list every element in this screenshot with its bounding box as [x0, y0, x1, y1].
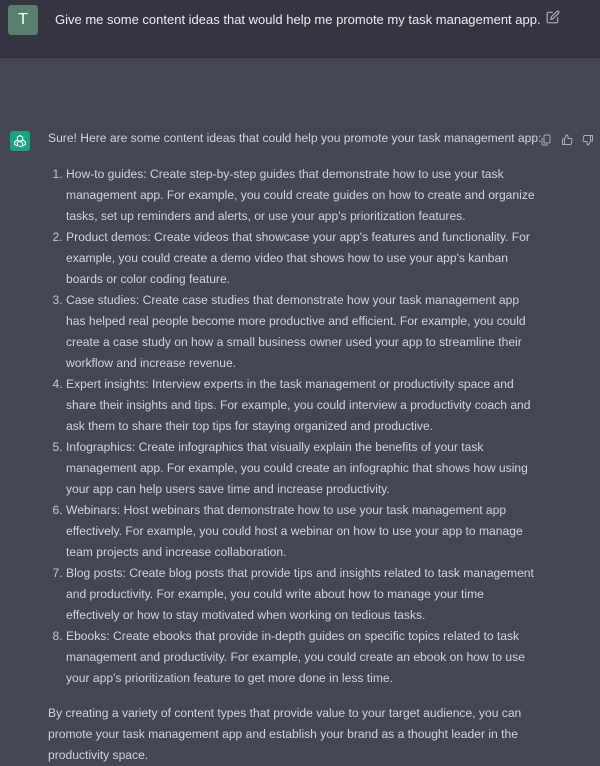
list-item: 3. Case studies: Create case studies that demonstrate how your task management app has helped real people become more productive and efficient. For example, you could create a case study on how a small business owner used your app to streamline their workflow and increase revenue. [66, 290, 538, 374]
user-avatar: T [8, 5, 38, 35]
content-ideas-list [48, 164, 538, 689]
edit-icon[interactable] [546, 10, 560, 24]
copy-icon[interactable] [540, 133, 552, 145]
list-item: 8. Ebooks: Create ebooks that provide in-depth guides on specific topics related to task management and productivity. For example, you could create an ebook on how to use your app's prioritization feature to get more done in less time. [66, 626, 538, 689]
thumbs-down-icon[interactable] [582, 133, 594, 145]
assistant-message-content [48, 128, 542, 766]
openai-logo-icon [10, 131, 30, 151]
list-item: 4. Expert insights: Interview experts in the task management or productivity space and share their insights and tips. For example, you could interview a productivity coach and ask them to share their top tips for staying organized and productive. [66, 374, 538, 437]
list-item: 7. Blog posts: Create blog posts that provide tips and insights related to task management and productivity. For example, you could write about how to manage your time effectively or how to stay motivated when working on tedious tasks. [66, 563, 538, 626]
message-actions [540, 133, 594, 145]
assistant-intro: Sure! Here are some content ideas that could help you promote your task management app: [48, 131, 542, 145]
user-message-text: Give me some content ideas that would help me promote my task management app. [55, 12, 541, 27]
list-item: 5. Infographics: Create infographics that visually explain the benefits of your task management app. For example, you could create an infographic that shows how using your app can help users save time and increase productivity. [66, 437, 538, 500]
assistant-outro: By creating a variety of content types that provide value to your target audience, you can promote your task management app and establish your brand as a thought leader in the productivity space. [48, 706, 522, 762]
list-item: 1. How-to guides: Create step-by-step guides that demonstrate how to use your task management app. For example, you could create guides on how to create and organize tasks, set up reminders and alerts, or use your app's prioritization features. [66, 164, 538, 227]
list-item: 2. Product demos: Create videos that showcase your app's features and functionality. For example, you could create a demo video that shows how to use your app's kanban boards or color coding feature. [66, 227, 538, 290]
list-item: 6. Webinars: Host webinars that demonstrate how to use your task management app effectively. For example, you could host a webinar on how to use your app to manage team projects and increase collaboration. [66, 500, 538, 563]
thumbs-up-icon[interactable] [561, 133, 573, 145]
user-message-row [0, 0, 600, 58]
